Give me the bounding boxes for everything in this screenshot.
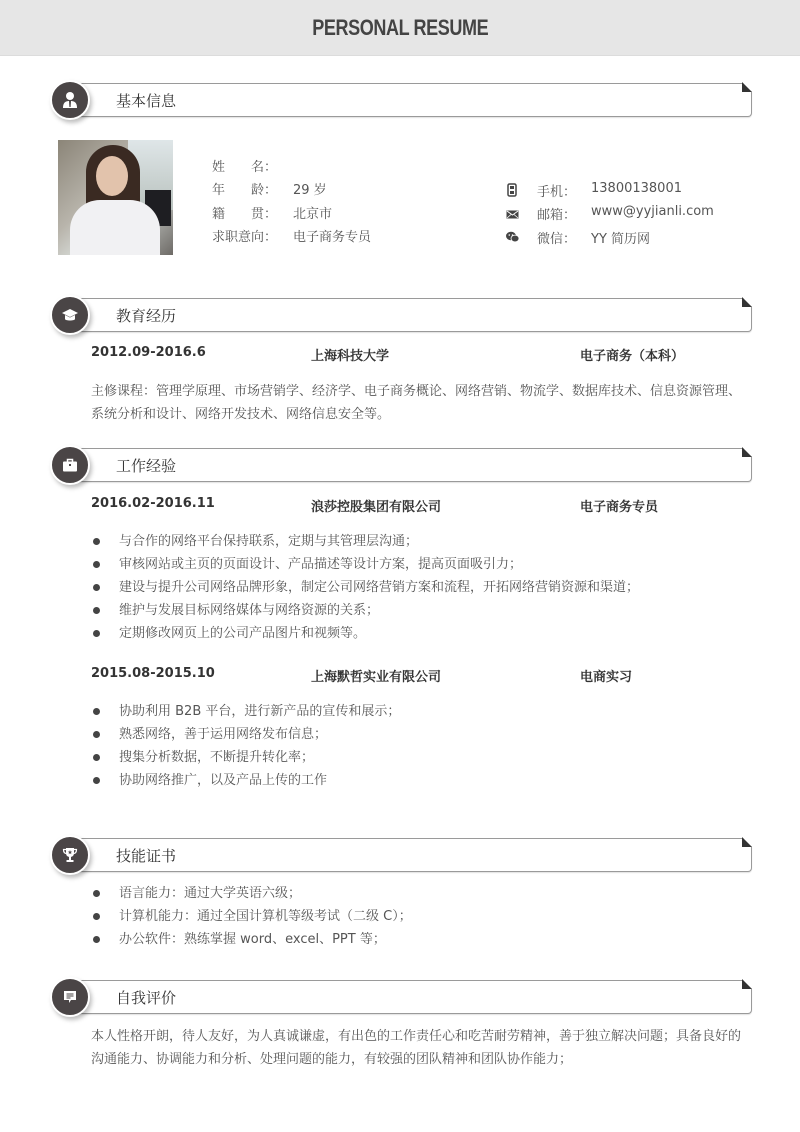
duty-text: 定期修改网页上的公司产品图片和视频等。 (119, 626, 367, 641)
email-label: 邮箱： (537, 208, 577, 223)
skill-text: 语言能力：通过大学英语六级； (119, 886, 302, 901)
graduation-cap-icon (50, 295, 90, 335)
section-title: 技能证书 (116, 847, 177, 865)
hometown-label: 籍 贯： (212, 207, 278, 222)
duty-text: 搜集分析数据，不断提升转化率； (119, 750, 315, 765)
list-item (91, 882, 751, 905)
section-title: 基本信息 (116, 92, 177, 110)
section-header-basic-info (50, 80, 752, 120)
section-title: 工作经验 (116, 457, 177, 475)
bullet-icon (93, 890, 100, 897)
section-header-self-evaluation (50, 977, 752, 1017)
bullet-icon (93, 630, 100, 637)
email-value[interactable]: www@yyjianli.com (591, 204, 714, 219)
section-title: 自我评价 (116, 989, 177, 1007)
list-item (91, 530, 751, 553)
self-evaluation-text: 本人性格开朗，待人友好，为人真诚谦虚，有出色的工作责任心和吃苦耐劳精神，善于独立解决问题；具备良好的沟通能力、协调能力和分析、处理问题的能力，有较强的团队精神和团队协作能力； (91, 1029, 742, 1067)
bullet-icon (93, 708, 100, 715)
section-header-skills (50, 835, 752, 875)
skill-text: 计算机能力：通过全国计算机等级考试（二级 C）； (119, 909, 412, 924)
resume-banner (0, 0, 800, 56)
bullet-icon (93, 777, 100, 784)
wechat-value: YY 简历网 (591, 232, 651, 247)
wechat-label: 微信： (537, 232, 577, 247)
section-header-work (50, 445, 752, 485)
bullet-icon (93, 584, 100, 591)
bullet-icon (93, 913, 100, 920)
bullet-icon (93, 754, 100, 761)
age-label: 年 龄： (212, 183, 278, 198)
resume-title: PERSONAL RESUME (312, 14, 488, 40)
skill-text: 办公软件：熟练掌握 word、excel、PPT 等； (119, 932, 386, 947)
duty-text: 协助网络推广，以及产品上传的工作 (119, 773, 328, 788)
work-period: 2016.02-2016.11 (91, 496, 215, 511)
briefcase-icon (50, 445, 90, 485)
list-item (91, 622, 751, 645)
comment-icon (50, 977, 90, 1017)
phone-value: 13800138001 (591, 181, 682, 196)
age-value: 29 岁 (293, 183, 327, 198)
list-item (91, 700, 751, 723)
work-period: 2015.08-2015.10 (91, 666, 215, 681)
work-position: 电子商务专员 (580, 500, 659, 515)
duty-text: 维护与发展目标网络媒体与网络资源的关系； (119, 603, 380, 618)
list-item (91, 723, 751, 746)
education-school: 上海科技大学 (311, 349, 390, 364)
objective-value: 电子商务专员 (293, 230, 372, 245)
hometown-value: 北京市 (293, 207, 333, 222)
duty-text: 协助利用 B2B 平台，进行新产品的宣传和展示； (119, 704, 401, 719)
profile-photo (58, 140, 173, 255)
user-icon (50, 80, 90, 120)
bullet-icon (93, 936, 100, 943)
objective-label: 求职意向： (212, 230, 278, 245)
work-duties-list (91, 700, 751, 792)
duty-text: 审核网站或主页的页面设计、产品描述等设计方案，提高页面吸引力； (119, 557, 523, 572)
name-label: 姓 名： (212, 160, 278, 175)
section-title: 教育经历 (116, 307, 177, 325)
bullet-icon (93, 731, 100, 738)
envelope-icon (505, 207, 519, 221)
list-item (91, 905, 751, 928)
bullet-icon (93, 561, 100, 568)
phone-label: 手机： (537, 185, 577, 200)
trophy-icon (50, 835, 90, 875)
list-item (91, 553, 751, 576)
education-major: 电子商务（本科） (580, 349, 685, 364)
duty-text: 熟悉网络，善于运用网络发布信息； (119, 727, 328, 742)
bullet-icon (93, 538, 100, 545)
education-period: 2012.09-2016.6 (91, 345, 206, 360)
duty-text: 与合作的网络平台保持联系，定期与其管理层沟通； (119, 534, 419, 549)
bullet-icon (93, 607, 100, 614)
work-position: 电商实习 (580, 670, 633, 685)
section-header-education (50, 295, 752, 335)
duty-text: 建设与提升公司网络品牌形象，制定公司网络营销方案和流程，开拓网络营销资源和渠道； (119, 580, 640, 595)
list-item (91, 576, 751, 599)
list-item (91, 599, 751, 622)
education-courses: 主修课程：管理学原理、市场营销学、经济学、电子商务概论、网络营销、物流学、数据库技术、信息资源管理、系统分析和设计、网络开发技术、网络信息安全等。 (91, 384, 742, 422)
work-company: 上海默哲实业有限公司 (311, 670, 442, 685)
work-company: 浪莎控股集团有限公司 (311, 500, 442, 515)
skills-list (91, 882, 751, 951)
list-item (91, 928, 751, 951)
list-item (91, 769, 751, 792)
list-item (91, 746, 751, 769)
wechat-icon (505, 230, 519, 244)
mobile-phone-icon (505, 183, 519, 197)
work-duties-list (91, 530, 751, 645)
